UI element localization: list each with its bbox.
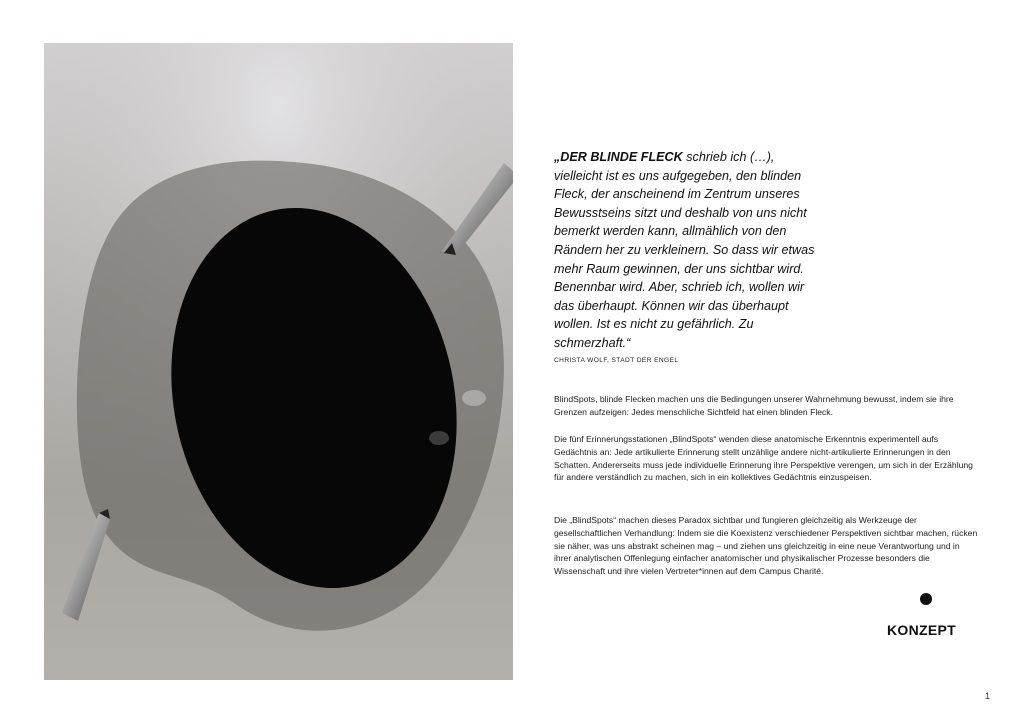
- section-title: KONZEPT: [887, 622, 956, 638]
- quote-block: [554, 148, 824, 353]
- quote-text: schrieb ich (…), vielleicht ist es uns aufgegeben, den blinden Fleck, der anscheinend im Zentrum unseres Bewusstseins sitzt und deshalb von uns nicht bemerkt werden kann, allmählich von den Rändern her zu verkleinern. So dass wir etwas mehr Raum gewinnen, der uns sichtbar wird. Benennbar wird. Aber, schrieb ich, wollen wir das überhaupt. Können wir das überhaupt wollen. Ist es nicht zu gefährlich. Zu schmerzhaft.“: [554, 150, 815, 350]
- quote-attribution: CHRISTA WOLF, STADT DER ENGEL: [554, 357, 679, 364]
- bullet-dot: [920, 593, 932, 605]
- page-number: 1: [985, 691, 991, 701]
- paragraph-1: BlindSpots, blinde Flecken machen uns die Bedingungen unserer Wahrnehmung bewusst, indem sie ihre Grenzen aufzeigen: Jedes menschliche Sichtfeld hat einen blinden Fleck.: [554, 394, 954, 417]
- lens-illustration: [44, 43, 513, 680]
- quote-lead: „DER BLINDE FLECK: [554, 150, 683, 164]
- paragraph-3: Die „BlindSpots“ machen dieses Paradox sichtbar und fungieren gleichzeitig als Werkzeuge der gesellschaftlichen Verhandlung: Indem sie die Koexistenz verschiedener Perspektiven sichtbar machen, rücken sie näher, was uns abstrakt scheinen mag – und ziehen uns gleichzeitig in eine neue Verantwortung und in ihrer analytischen Offenlegung einfacher anatomischer und physikalischer Prozesse besonders die Wissenschaft und ihre vielen Vertreter*innen auf dem Campus Charité.: [554, 515, 978, 577]
- photo-dark-lens-discs: [44, 43, 513, 680]
- paragraph-2: Die fünf Erinnerungsstationen „BlindSpots“ wenden diese anatomische Erkenntnis experimentell aufs Gedächtnis an: Jede artikulierte Erinnerung stellt unzählige andere nicht-artikulierte Erinnerungen in den Schatten. Andererseits muss jede individuelle Erinnerung ihre Perspektive verengen, um sich in der Erzählung für andere verständlich zu machen, sich in ein kollektives Gedächtnis einzuspeisen.: [554, 434, 973, 483]
